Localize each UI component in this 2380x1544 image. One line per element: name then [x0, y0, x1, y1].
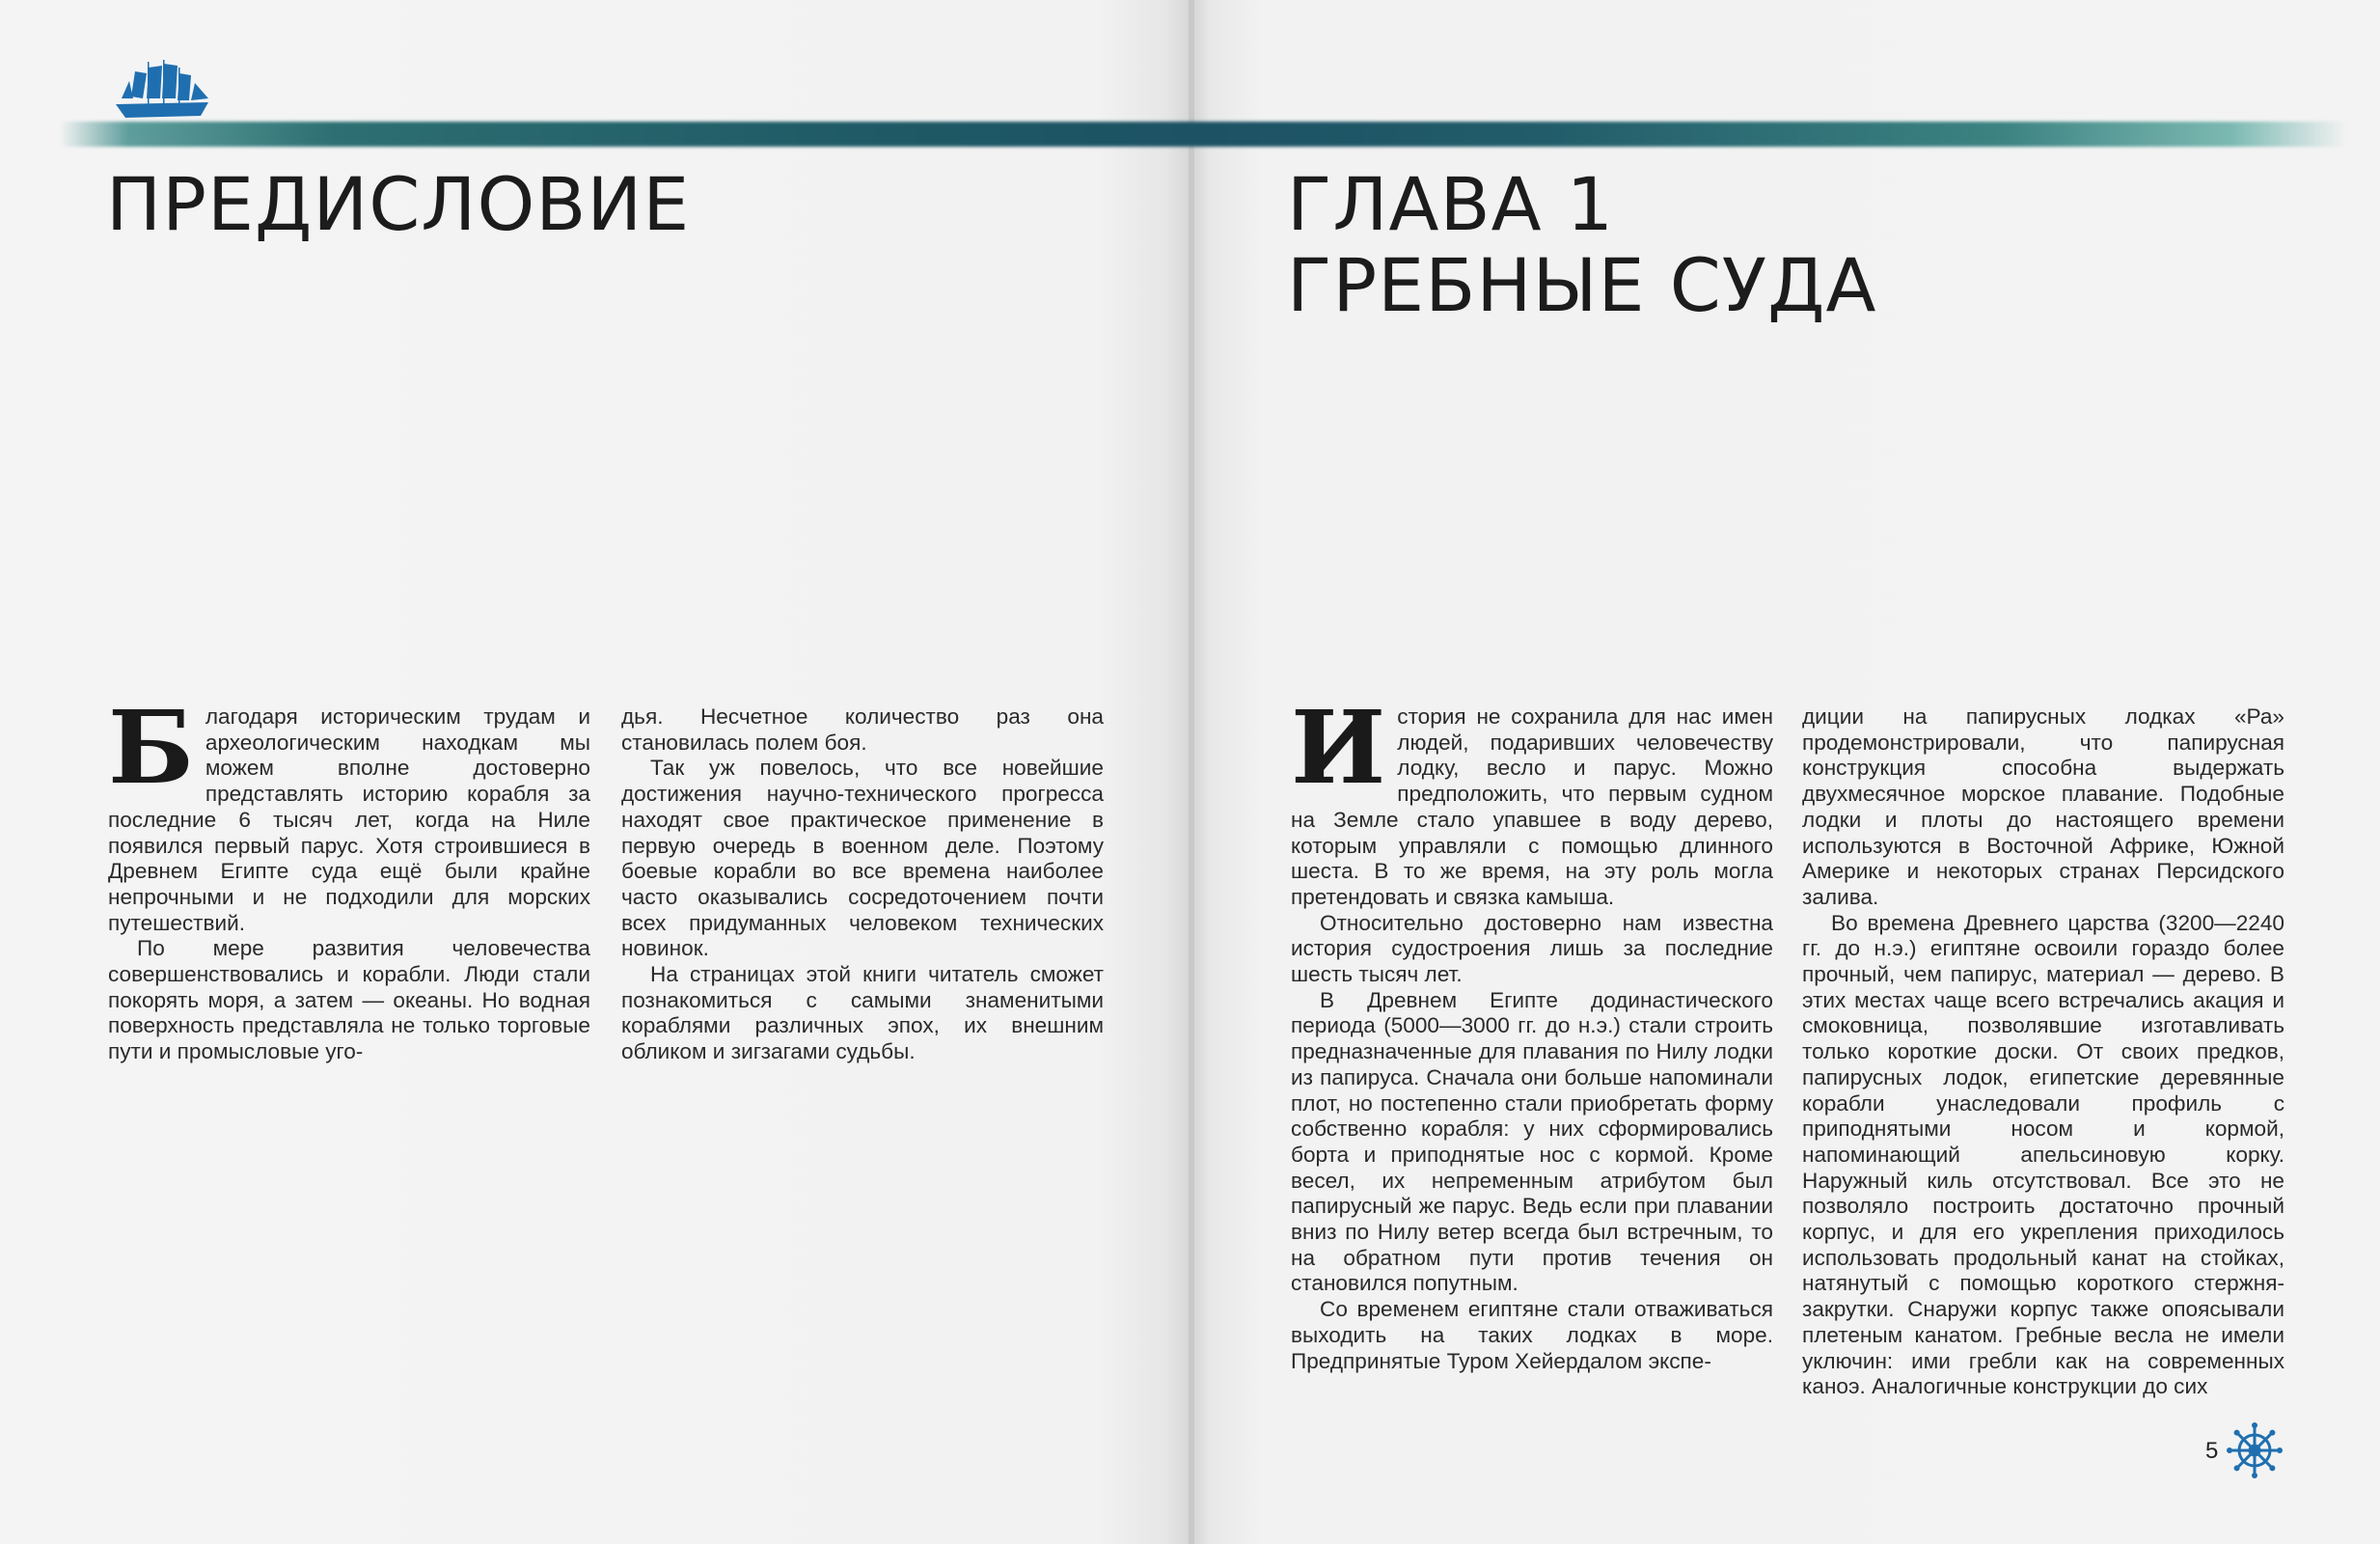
paragraph: стория не сохранила для нас имен людей, подаривших человечеству лодку, весло и парус. Можно предположить, что первым судном на Земле стало упавшее в воду дерево, которым управляли с помощью длинного шеста. В то же время, на эту роль могла претендовать и связка камыша. — [1291, 704, 1773, 909]
paragraph: Со временем египтяне стали отваживаться выходить на таких лодках в море. Предпринятые Туром Хейердалом экспе- — [1291, 1297, 1773, 1373]
paragraph: Относительно достоверно нам известна история судостроения лишь за последние шесть тысяч лет. — [1291, 910, 1773, 987]
paragraph: По мере развития человечества совершенствовались и корабли. Люди стали покорять моря, а затем — океаны. Но водная поверхность представляла не только торговые пути и промысловые уго- — [108, 936, 590, 1064]
header-band — [60, 122, 2346, 147]
chapter-name: ГРЕБНЫЕ СУДА — [1287, 242, 1877, 328]
chapter-column-2 — [1802, 704, 2284, 1400]
chapter-title — [1287, 161, 1877, 328]
paragraph: диции на папирусных лодках «Ра» продемонстрировали, что папирусная конструкция способна выдержать двухмесячное морское плавание. Подобные лодки и плоты до настоящего времени используются в Восточной Африке, Южной Америке и некоторых странах Персидского залива. — [1802, 704, 2284, 909]
preface-title: ПРЕДИСЛОВИЕ — [106, 161, 691, 247]
paragraph: Так уж повелось, что все новейшие достижения научно-технического прогресса находят свое практическое применение в первую очередь в военном деле. Поэтому боевые корабли во все времена наиболее часто оказывались сосредоточением почти всех придуманных человеком технических новинок. — [621, 756, 1104, 961]
preface-column-1 — [108, 688, 590, 1065]
page-number: 5 — [2205, 1438, 2219, 1464]
drop-cap: Б — [108, 688, 194, 807]
ship-wheel-icon — [2227, 1422, 2283, 1478]
preface-column-2 — [621, 704, 1104, 1065]
paragraph: В Древнем Египте додинастического периода (5000—3000 гг. до н.э.) стали строить предназначенные для плавания по Нилу лодки из папируса. Сначала они больше напоминали плот, но постепенно стали приобретать форму собственно корабля: у них сформировались борта и приподнятые нос с кормой. Кроме весел, их непременным атрибутом был папирусный же парус. Ведь если при плавании вниз по Нилу ветер всегда был встречным, то на обратном пути против течения он становился попутным. — [1291, 987, 1773, 1296]
drop-cap: И — [1291, 688, 1386, 807]
chapter-number: ГЛАВА 1 — [1287, 161, 1615, 247]
paragraph: лагодаря историческим трудам и археологическим находкам мы можем вполне достоверно представлять историю корабля за последние 6 тысяч лет, когда на Ниле появился первый парус. Хотя строившиеся в Древнем Египте суда ещё были крайне непрочными и не подходили для морских путешествий. — [108, 704, 590, 935]
paragraph: дья. Несчетное количество раз она становилась полем боя. — [621, 704, 1104, 755]
sailing-ship-icon — [112, 60, 214, 124]
chapter-column-1 — [1291, 688, 1773, 1374]
paragraph: На страницах этой книги читатель сможет познакомиться с самыми знаменитыми кораблями различных эпох, их внешним обликом и зигзагами судьбы. — [621, 962, 1104, 1064]
book-gutter — [1189, 0, 1194, 1544]
paragraph: Во времена Древнего царства (3200—2240 гг. до н.э.) египтяне освоили гораздо более прочный, чем папирус, материал — дерево. В этих местах чаще всего встречались акация и смоковница, позволявшие изготавливать только короткие доски. От своих предков, папирусных лодок, египетские деревянные корабли унаследовали профиль с приподнятыми носом и кормой, напоминающий апельсиновую корку. Наружный киль отсутствовал. Все это не позволяло построить достаточно прочный корпус, и для его укрепления приходилось использовать продольный канат на стойках, натянутый с помощью короткого стержня-закрутки. Снаружи корпус также опоясывали плетеным канатом. Гребные весла не имели уключин: ими гребли как на современных каноэ. Аналогичные конструкции до сих — [1802, 910, 2284, 1399]
